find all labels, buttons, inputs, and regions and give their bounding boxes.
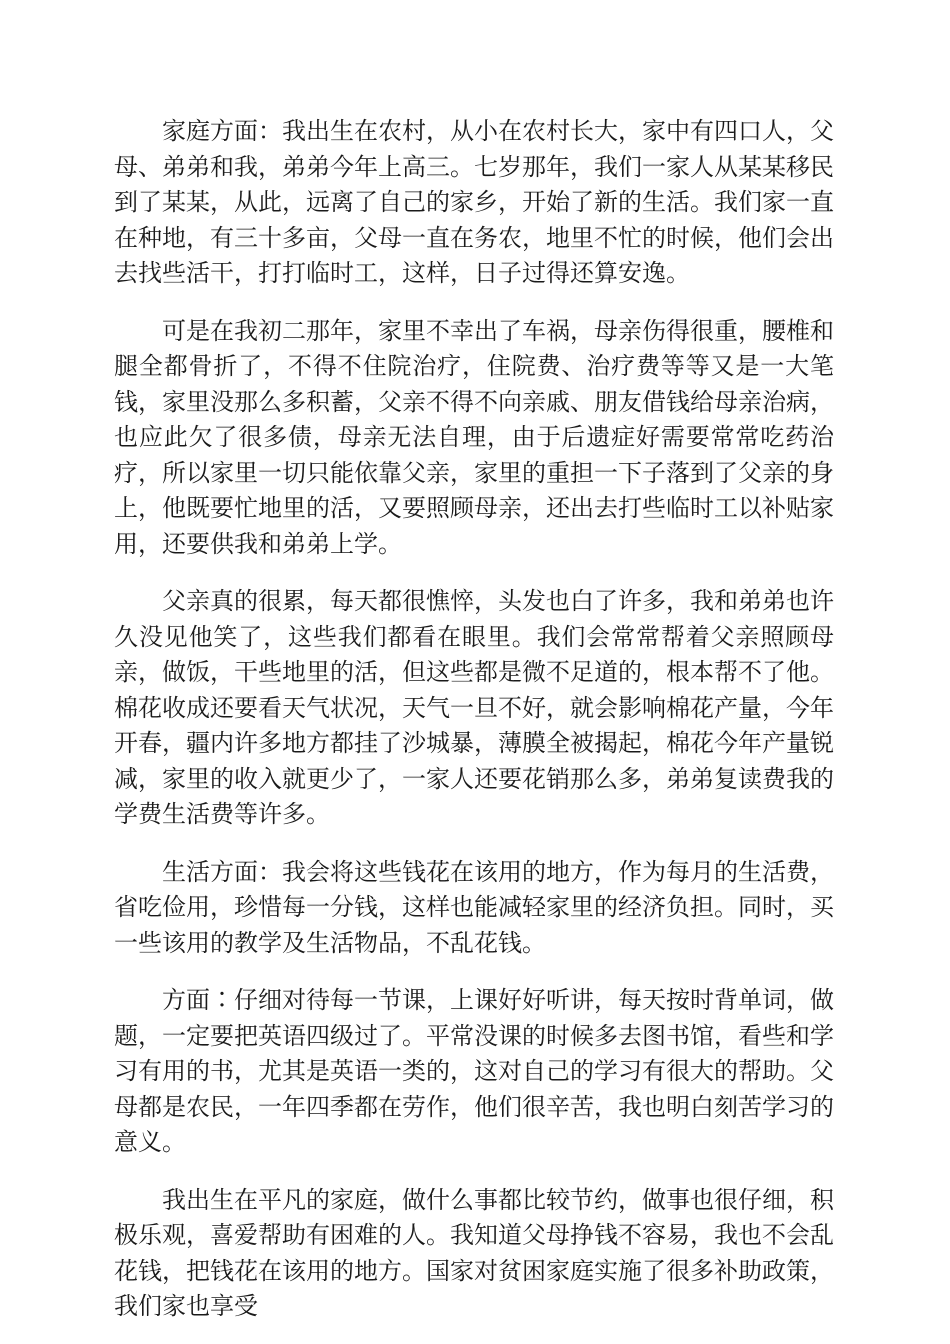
paragraph-character: 我出生在平凡的家庭，做什么事都比较节约，做事也很仔细，积极乐观，喜爱帮助有困难的人。我知道父母挣钱不容易，我也不会乱花钱，把钱花在该用的地方。国家对贫困家庭实施了很多补助政策，我们家也享受 bbox=[114, 1185, 834, 1320]
paragraph-father: 父亲真的很累，每天都很憔悴，头发也白了许多，我和弟弟也许久没见他笑了，这些我们都看在眼里。我们会常常帮着父亲照顾母亲，做饭，干些地里的活，但这些都是微不足道的，根本帮不了他。棉花收成还要看天气状况，天气一旦不好，就会影响棉花产量，今年开春，疆内许多地方都挂了沙城暴，薄膜全被揭起，棉花今年产量锐减，家里的收入就更少了，一家人还要花销那么多，弟弟复读费我的学费生活费等许多。 bbox=[114, 587, 834, 828]
paragraph-study: 方面∶仔细对待每一节课，上课好好听讲，每天按时背单词，做题，一定要把英语四级过了。平常没课的时候多去图书馆，看些和学习有用的书，尤其是英语一类的，这对自己的学习有很大的帮助。父母都是农民，一年四季都在劳作，他们很辛苦，我也明白刻苦学习的意义。 bbox=[114, 986, 834, 1156]
document-body bbox=[114, 114, 834, 1325]
paragraph-living: 生活方面：我会将这些钱花在该用的地方，作为每月的生活费，省吃俭用，珍惜每一分钱，这样也能减轻家里的经济负担。同时，买一些该用的教学及生活物品，不乱花钱。 bbox=[114, 857, 834, 957]
paragraph-accident: 可是在我初二那年，家里不幸出了车祸，母亲伤得很重，腰椎和腿全都骨折了，不得不住院治疗，住院费、治疗费等等又是一大笔钱，家里没那么多积蓄，父亲不得不向亲戚、朋友借钱给母亲治病，也应此欠了很多债，母亲无法自理，由于后遗症好需要常常吃药治疗，所以家里一切只能依靠父亲，家里的重担一下子落到了父亲的身上，他既要忙地里的活，又要照顾母亲，还出去打些临时工以补贴家用，还要供我和弟弟上学。 bbox=[114, 316, 834, 558]
paragraph-family: 家庭方面：我出生在农村，从小在农村长大，家中有四口人，父母、弟弟和我，弟弟今年上高三。七岁那年，我们一家人从某某移民到了某某，从此，远离了自己的家乡，开始了新的生活。我们家一直在种地，有三十多亩，父母一直在务农，地里不忙的时候，他们会出去找些活干，打打临时工，这样，日子过得还算安逸。 bbox=[114, 117, 834, 287]
